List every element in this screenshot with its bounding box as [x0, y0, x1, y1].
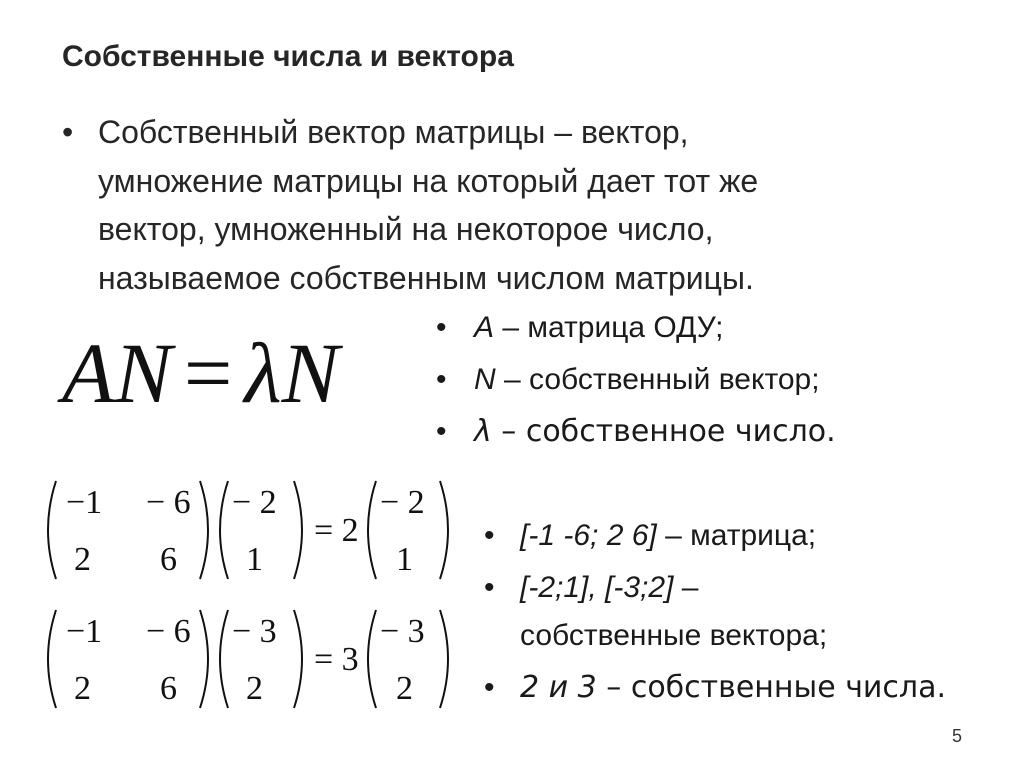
left-paren-icon [48, 610, 56, 708]
slide-title: Собственные числа и вектора [62, 40, 514, 73]
eigenvalue-factor: = 2 [314, 512, 359, 549]
notation-text: – матрица ОДУ; [494, 311, 724, 344]
vector-cell: − 2 [232, 484, 277, 521]
summary-item [484, 564, 946, 612]
left-paren-icon [220, 610, 228, 708]
summary-item-continuation [484, 612, 946, 664]
summary-item [484, 664, 946, 712]
vector-cell: 2 [246, 670, 263, 707]
notation-item [436, 306, 836, 358]
summary-math: [-2;1], [-3;2] [520, 571, 674, 604]
matrix-cell: − 6 [146, 484, 191, 521]
matrix-cell: − 6 [146, 613, 191, 650]
matrix-cell: 2 [74, 670, 91, 707]
notation-symbol: λ [474, 414, 492, 449]
definition-line: Собственный вектор матрицы – вектор, [98, 114, 689, 150]
vector-cell: 1 [396, 541, 413, 578]
matrix-cell: 6 [160, 541, 177, 578]
bullet-icon: • [62, 114, 74, 150]
definition-line: называемое собственным числом матрицы. [98, 259, 754, 296]
right-paren-icon [294, 610, 302, 708]
left-paren-icon [48, 481, 56, 579]
notation-item [436, 358, 836, 410]
left-paren-icon [368, 481, 376, 579]
matrix-cell: −1 [66, 484, 103, 521]
vector-cell: 1 [246, 541, 263, 578]
summary-text: – матрица; [656, 519, 817, 552]
formula-rhs: λN [244, 325, 340, 421]
left-paren-icon [368, 610, 376, 708]
bullet-icon: • [436, 311, 447, 344]
page-number: 5 [952, 726, 963, 746]
notation-text: – собственный вектор; [495, 363, 820, 396]
vector-cell: 2 [396, 670, 413, 707]
left-paren-icon [220, 481, 228, 579]
notation-item [436, 410, 836, 462]
bullet-icon: • [484, 571, 495, 604]
vector-cell: − 3 [380, 613, 425, 650]
summary-text: собственные вектора; [520, 619, 828, 652]
matrix-cell: 2 [74, 541, 91, 578]
matrix-cell: −1 [66, 613, 103, 650]
notation-symbol: A [474, 311, 495, 344]
summary-text: – собственные числа. [596, 670, 946, 705]
definition-line: вектор, умноженный на некоторое число, [98, 211, 714, 247]
summary-math: 2 и 3 [520, 670, 597, 705]
eigenvalue-factor: = 3 [314, 641, 359, 678]
notation-symbol: N [474, 363, 496, 396]
summary-math: [-1 -6; 2 6] [520, 519, 657, 552]
right-paren-icon [440, 481, 448, 579]
notation-text: – собственное число. [491, 414, 836, 449]
vector-cell: − 2 [380, 484, 425, 521]
formula-lhs: AN [62, 325, 172, 421]
matrix-examples [0, 0, 470, 767]
right-paren-icon [440, 610, 448, 708]
formula-equals: = [183, 325, 233, 421]
summary-list [484, 512, 946, 712]
right-paren-icon [200, 610, 208, 708]
bullet-icon: • [436, 363, 447, 396]
matrix-cell: 6 [160, 670, 177, 707]
summary-dash: – [673, 571, 699, 604]
notation-list [436, 306, 836, 462]
vector-cell: − 3 [232, 613, 277, 650]
right-paren-icon [200, 481, 208, 579]
bullet-icon: • [484, 671, 495, 704]
right-paren-icon [294, 481, 302, 579]
bullet-icon: • [484, 519, 495, 552]
definition-line: умножение матрицы на который дает тот же [98, 162, 759, 199]
summary-item [484, 512, 946, 564]
bullet-icon: • [436, 415, 447, 448]
